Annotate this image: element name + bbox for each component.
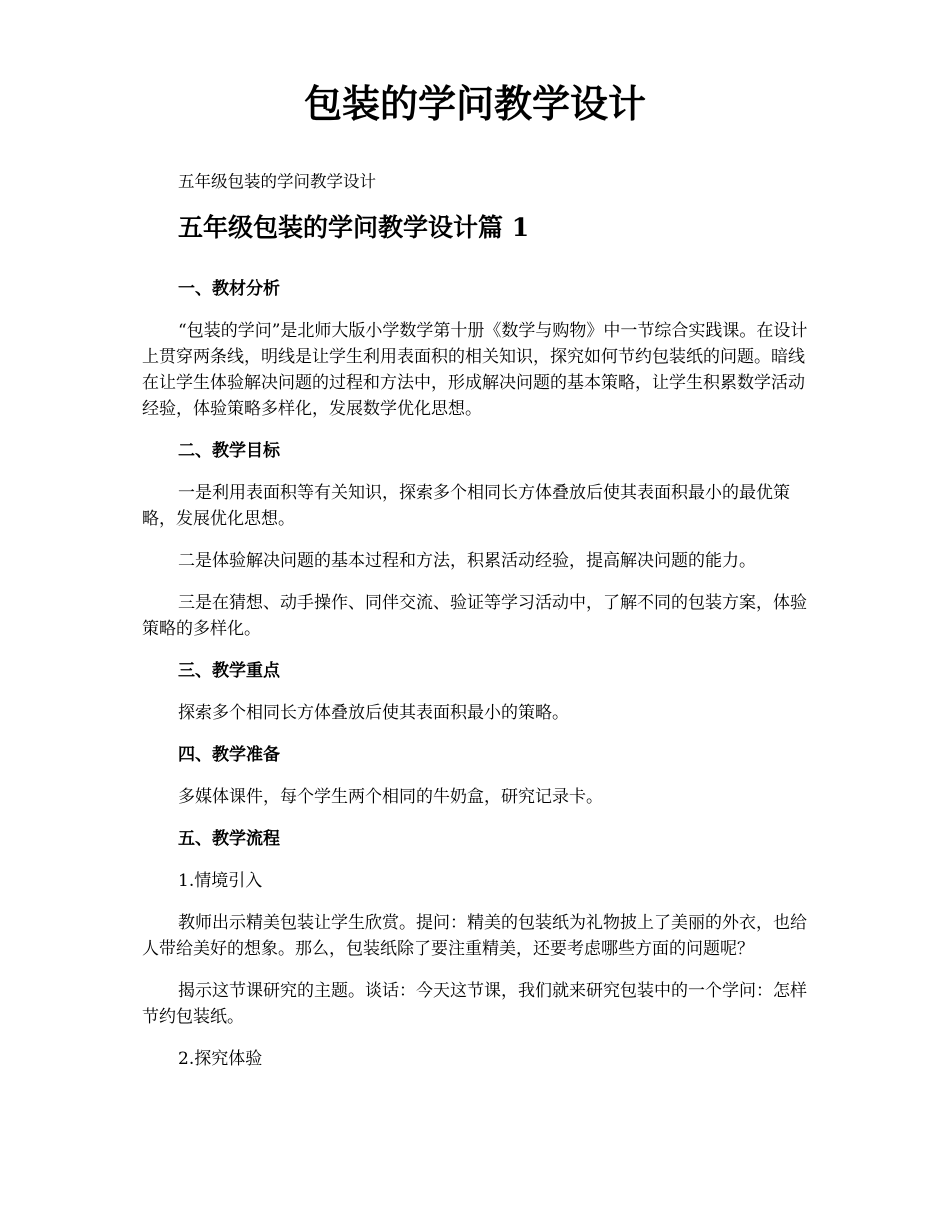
section-heading: 五年级包装的学问教学设计篇 1: [178, 213, 530, 242]
paragraph-goal-1: 一是利用表面积等有关知识，探索多个相同长方体叠放后使其表面积最小的最优策略，发展优化思想。: [142, 483, 790, 529]
paragraph-goal-3: 三是在猜想、动手操作、同伴交流、验证等学习活动中，了解不同的包装方案，体验策略的多样化。: [142, 593, 807, 639]
heading-materials-analysis: 一、教材分析: [178, 279, 280, 299]
paragraph-teaching-focus: 探索多个相同长方体叠放后使其表面积最小的策略。: [178, 703, 569, 723]
paragraph-materials-analysis: “包装的学问”是北师大版小学数学第十册《数学与购物》中一节综合实践课。在设计上贯穿两条线，明线是让学生利用表面积的相关知识，探究如何节约包装纸的问题。暗线在让学生体验解决问题的过程和方法中，形成解决问题的基本策略，让学生积累数学活动经验，体验策略多样化，发展数学优化思想。: [142, 321, 808, 419]
paragraph-scenario-intro: 教师出示精美包装让学生欣赏。提问：精美的包装纸为礼物披上了美丽的外衣，也给人带给美好的想象。那么，包装纸除了要注重精美，还要考虑哪些方面的问题呢？: [142, 913, 807, 959]
paragraph-goal-2: 二是体验解决问题的基本过程和方法，积累活动经验，提高解决问题的能力。: [178, 551, 756, 571]
document-body: [142, 276, 814, 1088]
heading-teaching-process: 五、教学流程: [178, 829, 280, 849]
heading-teaching-preparation: 四、教学准备: [178, 745, 280, 765]
document-subtitle: 五年级包装的学问教学设计: [178, 172, 376, 191]
paragraph-topic-reveal: 揭示这节课研究的主题。谈话：今天这节课，我们就来研究包装中的一个学问：怎样节约包装纸。: [142, 981, 807, 1027]
step-explore-experience: 2.探究体验: [178, 1049, 263, 1069]
step-scenario-intro: 1.情境引入: [178, 871, 263, 891]
heading-teaching-focus: 三、教学重点: [178, 661, 280, 681]
paragraph-teaching-preparation: 多媒体课件，每个学生两个相同的牛奶盒，研究记录卡。: [178, 787, 603, 807]
document-title: 包装的学问教学设计: [303, 81, 646, 126]
heading-teaching-goals: 二、教学目标: [178, 441, 280, 461]
